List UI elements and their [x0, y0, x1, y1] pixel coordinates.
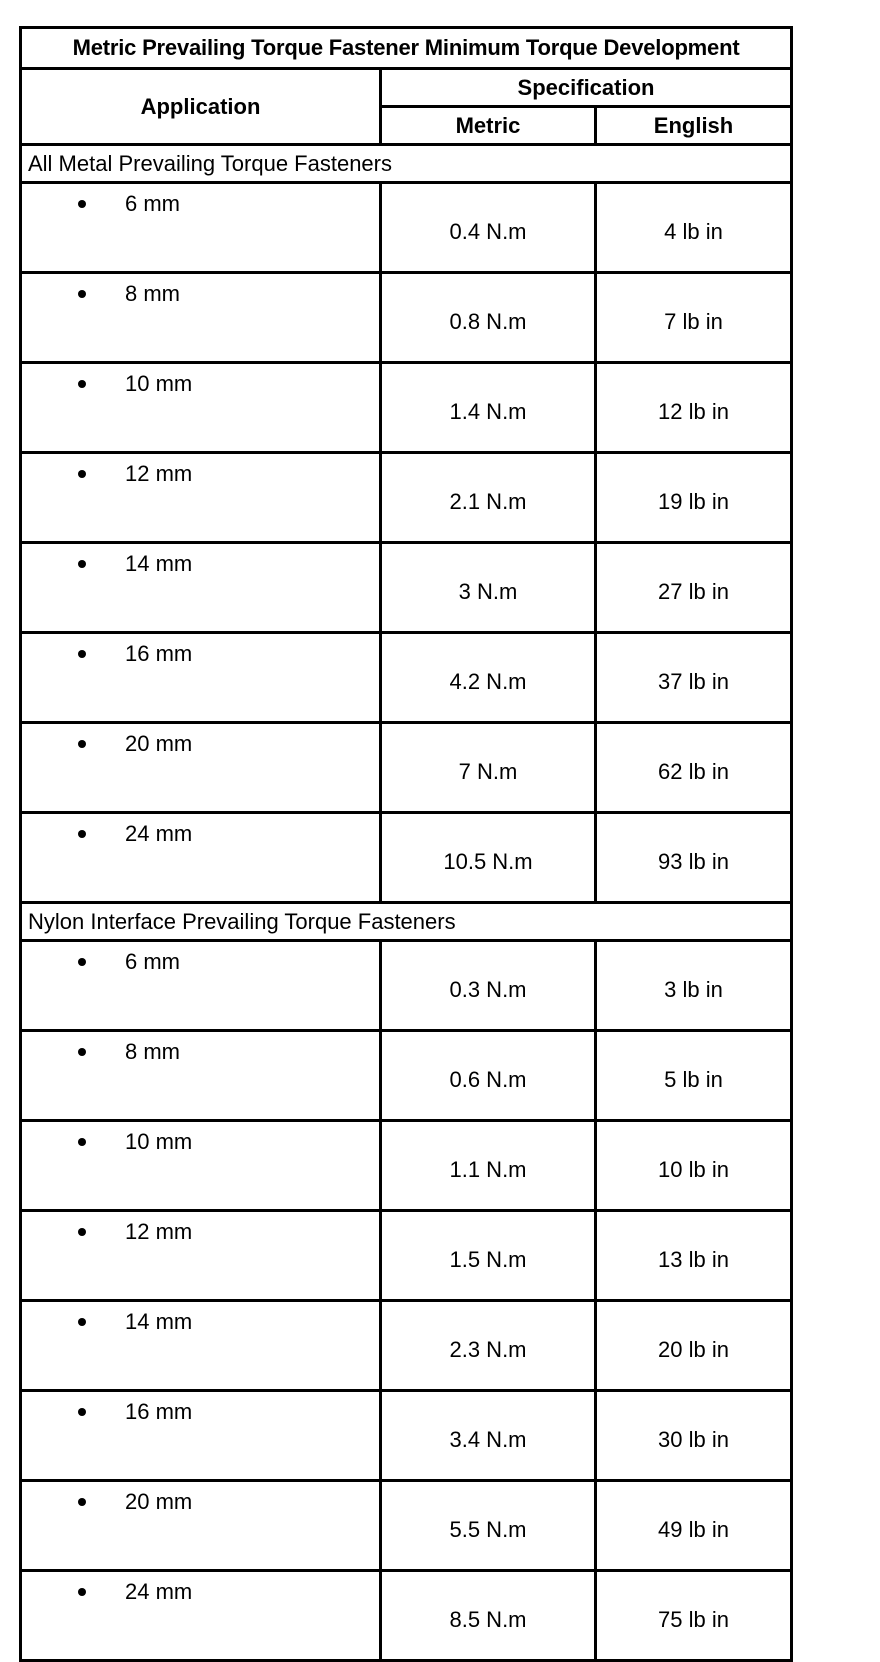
fastener-size: 6 mm	[125, 949, 180, 974]
metric-value: 0.4 N.m	[381, 183, 596, 273]
section-row	[21, 903, 792, 941]
application-cell	[21, 1211, 381, 1301]
fastener-size: 10 mm	[125, 371, 193, 396]
bullet-icon	[78, 1228, 86, 1236]
fastener-size: 8 mm	[125, 1039, 180, 1064]
english-value: 30 lb in	[596, 1391, 792, 1481]
application-cell	[21, 273, 381, 363]
table-row	[21, 1391, 792, 1481]
english-value: 75 lb in	[596, 1571, 792, 1661]
bullet-icon	[78, 380, 86, 388]
application-cell	[21, 1031, 381, 1121]
bullet-icon	[78, 200, 86, 208]
application-cell	[21, 183, 381, 273]
fastener-size: 6 mm	[125, 191, 180, 216]
table-row	[21, 1481, 792, 1571]
bullet-icon	[78, 650, 86, 658]
section-title: Nylon Interface Prevailing Torque Fasteners	[21, 903, 792, 941]
bullet-icon	[78, 1498, 86, 1506]
section-title: All Metal Prevailing Torque Fasteners	[21, 145, 792, 183]
english-value: 13 lb in	[596, 1211, 792, 1301]
english-value: 20 lb in	[596, 1301, 792, 1391]
fastener-size: 20 mm	[125, 1489, 193, 1514]
english-value: 27 lb in	[596, 543, 792, 633]
table-row	[21, 1301, 792, 1391]
table-title-row	[21, 28, 792, 69]
application-cell	[21, 453, 381, 543]
english-value: 12 lb in	[596, 363, 792, 453]
fastener-size: 16 mm	[125, 641, 193, 666]
bullet-icon	[78, 560, 86, 568]
table-row	[21, 363, 792, 453]
application-cell	[21, 543, 381, 633]
metric-value: 3 N.m	[381, 543, 596, 633]
fastener-size: 8 mm	[125, 281, 180, 306]
fastener-size: 12 mm	[125, 461, 193, 486]
application-cell	[21, 723, 381, 813]
table-row	[21, 1211, 792, 1301]
english-value: 93 lb in	[596, 813, 792, 903]
table-row	[21, 453, 792, 543]
metric-value: 10.5 N.m	[381, 813, 596, 903]
application-cell	[21, 1571, 381, 1661]
english-value: 10 lb in	[596, 1121, 792, 1211]
application-cell	[21, 941, 381, 1031]
application-cell	[21, 1301, 381, 1391]
bullet-icon	[78, 1048, 86, 1056]
application-cell	[21, 1121, 381, 1211]
table-row	[21, 1121, 792, 1211]
specification-header: Specification	[381, 69, 792, 107]
english-value: 4 lb in	[596, 183, 792, 273]
application-cell	[21, 1481, 381, 1571]
fastener-size: 16 mm	[125, 1399, 193, 1424]
table-title: Metric Prevailing Torque Fastener Minimum Torque Development	[21, 28, 792, 69]
english-value: 7 lb in	[596, 273, 792, 363]
fastener-size: 12 mm	[125, 1219, 193, 1244]
bullet-icon	[78, 1318, 86, 1326]
metric-value: 4.2 N.m	[381, 633, 596, 723]
metric-value: 0.6 N.m	[381, 1031, 596, 1121]
metric-value: 3.4 N.m	[381, 1391, 596, 1481]
table-row	[21, 1031, 792, 1121]
fastener-size: 20 mm	[125, 731, 193, 756]
application-cell	[21, 1391, 381, 1481]
metric-value: 1.1 N.m	[381, 1121, 596, 1211]
bullet-icon	[78, 1588, 86, 1596]
table-row	[21, 941, 792, 1031]
english-value: 19 lb in	[596, 453, 792, 543]
section-row	[21, 145, 792, 183]
fastener-size: 24 mm	[125, 1579, 193, 1604]
english-value: 62 lb in	[596, 723, 792, 813]
bullet-icon	[78, 958, 86, 966]
fastener-size: 24 mm	[125, 821, 193, 846]
table-row	[21, 273, 792, 363]
bullet-icon	[78, 470, 86, 478]
bullet-icon	[78, 1408, 86, 1416]
english-value: 3 lb in	[596, 941, 792, 1031]
metric-value: 0.8 N.m	[381, 273, 596, 363]
application-cell	[21, 363, 381, 453]
bullet-icon	[78, 1138, 86, 1146]
metric-value: 2.1 N.m	[381, 453, 596, 543]
application-header: Application	[21, 69, 381, 145]
application-cell	[21, 813, 381, 903]
table-row	[21, 183, 792, 273]
metric-value: 2.3 N.m	[381, 1301, 596, 1391]
metric-value: 1.4 N.m	[381, 363, 596, 453]
english-value: 5 lb in	[596, 1031, 792, 1121]
fastener-size: 14 mm	[125, 1309, 193, 1334]
table-row	[21, 1571, 792, 1661]
metric-value: 8.5 N.m	[381, 1571, 596, 1661]
english-header: English	[596, 107, 792, 145]
metric-header: Metric	[381, 107, 596, 145]
table-row	[21, 723, 792, 813]
metric-value: 5.5 N.m	[381, 1481, 596, 1571]
metric-value: 7 N.m	[381, 723, 596, 813]
header-row-specification	[21, 69, 792, 107]
fastener-size: 14 mm	[125, 551, 193, 576]
english-value: 49 lb in	[596, 1481, 792, 1571]
metric-value: 0.3 N.m	[381, 941, 596, 1031]
english-value: 37 lb in	[596, 633, 792, 723]
torque-spec-table	[19, 26, 793, 1662]
table-row	[21, 543, 792, 633]
fastener-size: 10 mm	[125, 1129, 193, 1154]
bullet-icon	[78, 290, 86, 298]
metric-value: 1.5 N.m	[381, 1211, 596, 1301]
application-cell	[21, 633, 381, 723]
table-row	[21, 813, 792, 903]
bullet-icon	[78, 830, 86, 838]
bullet-icon	[78, 740, 86, 748]
table-row	[21, 633, 792, 723]
